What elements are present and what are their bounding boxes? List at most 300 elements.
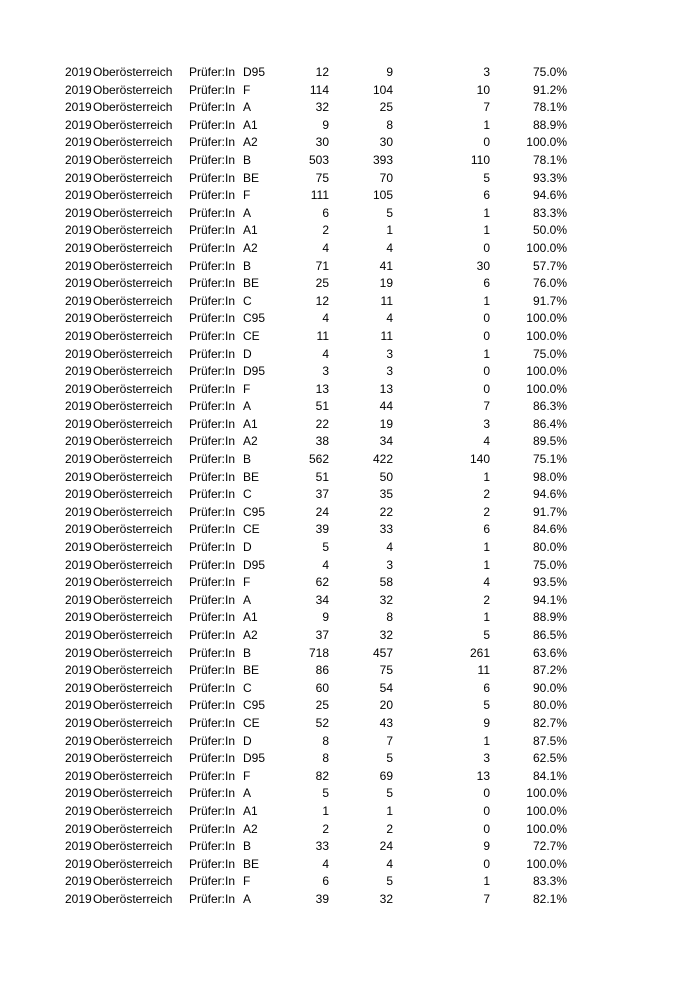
failed-count-cell: 0 xyxy=(483,311,490,326)
year-cell: 2019 xyxy=(65,100,92,115)
total-count-cell: 718 xyxy=(308,645,329,660)
total-count-cell: 51 xyxy=(315,399,329,414)
total-count-cell: 62 xyxy=(315,575,329,590)
region-cell: Oberösterreich xyxy=(93,364,173,379)
role-cell: Prüfer:In xyxy=(189,698,236,713)
pass-rate-cell: 100.0% xyxy=(526,856,567,871)
region-cell: Oberösterreich xyxy=(93,311,173,326)
total-count-cell: 4 xyxy=(322,311,329,326)
year-cell: 2019 xyxy=(65,152,92,167)
pass-rate-cell: 100.0% xyxy=(526,821,567,836)
pass-rate-cell: 94.6% xyxy=(532,487,567,502)
region-cell: Oberösterreich xyxy=(93,698,173,713)
total-count-cell: 34 xyxy=(315,592,329,607)
passed-count-cell: 4 xyxy=(386,540,393,555)
role-cell: Prüfer:In xyxy=(189,504,236,519)
pass-rate-cell: 63.6% xyxy=(532,645,567,660)
licence-class-cell: B xyxy=(243,452,252,467)
total-count-cell: 37 xyxy=(315,628,329,642)
licence-class-cell: BE xyxy=(243,276,260,291)
role-cell: Prüfer:In xyxy=(189,610,236,625)
year-cell: 2019 xyxy=(65,645,92,660)
year-cell: 2019 xyxy=(65,733,92,748)
passed-count-cell: 8 xyxy=(386,610,393,625)
licence-class-cell: D95 xyxy=(243,364,266,379)
role-cell: Prüfer:In xyxy=(189,803,236,818)
failed-count-cell: 1 xyxy=(483,610,490,625)
pass-rate-cell: 57.7% xyxy=(532,258,567,273)
year-cell: 2019 xyxy=(65,504,92,519)
pass-rate-cell: 100.0% xyxy=(526,135,567,150)
region-cell: Oberösterreich xyxy=(93,188,173,203)
licence-class-cell: D xyxy=(243,346,252,361)
licence-class-cell: A xyxy=(243,399,252,414)
year-cell: 2019 xyxy=(65,205,92,220)
role-cell: Prüfer:In xyxy=(189,592,236,607)
year-cell: 2019 xyxy=(65,399,92,414)
failed-count-cell: 0 xyxy=(483,803,490,818)
year-cell: 2019 xyxy=(65,856,92,871)
region-cell: Oberösterreich xyxy=(93,645,173,660)
year-cell: 2019 xyxy=(65,821,92,836)
role-cell: Prüfer:In xyxy=(189,522,236,537)
licence-class-cell: BE xyxy=(243,856,260,871)
licence-class-cell: F xyxy=(243,874,251,889)
pass-rate-cell: 78.1% xyxy=(532,100,567,115)
licence-class-cell: C95 xyxy=(243,698,266,713)
role-cell: Prüfer:In xyxy=(189,399,236,414)
passed-count-cell: 4 xyxy=(386,240,393,255)
failed-count-cell: 5 xyxy=(483,698,490,713)
year-cell: 2019 xyxy=(65,135,92,150)
region-cell: Oberösterreich xyxy=(93,223,173,238)
total-count-cell: 33 xyxy=(315,839,329,854)
year-cell: 2019 xyxy=(65,240,92,255)
passed-count-cell: 32 xyxy=(379,592,393,607)
role-cell: Prüfer:In xyxy=(189,680,236,695)
licence-class-cell: F xyxy=(243,575,251,590)
total-count-cell: 5 xyxy=(322,540,329,555)
year-cell: 2019 xyxy=(65,416,92,431)
failed-count-cell: 2 xyxy=(483,592,490,607)
licence-class-cell: BE xyxy=(243,170,260,185)
pass-rate-cell: 100.0% xyxy=(526,381,567,396)
failed-count-cell: 0 xyxy=(483,135,490,150)
role-cell: Prüfer:In xyxy=(189,100,236,115)
region-cell: Oberösterreich xyxy=(93,786,173,801)
passed-count-cell: 2 xyxy=(386,821,393,836)
total-count-cell: 22 xyxy=(315,416,329,431)
passed-count-cell: 105 xyxy=(372,188,393,203)
pass-rate-cell: 62.5% xyxy=(532,751,567,766)
year-cell: 2019 xyxy=(65,276,92,291)
role-cell: Prüfer:In xyxy=(189,540,236,555)
year-cell: 2019 xyxy=(65,751,92,766)
total-count-cell: 4 xyxy=(322,240,329,255)
pass-rate-cell: 100.0% xyxy=(526,240,567,255)
region-cell: Oberösterreich xyxy=(93,276,173,291)
licence-class-cell: C xyxy=(243,487,252,502)
pass-rate-cell: 86.3% xyxy=(532,399,567,414)
pass-rate-cell: 50.0% xyxy=(532,223,567,238)
licence-class-cell: A xyxy=(243,891,252,906)
pass-rate-cell: 91.7% xyxy=(532,504,567,519)
passed-count-cell: 19 xyxy=(379,276,393,291)
total-count-cell: 1 xyxy=(322,803,329,818)
failed-count-cell: 110 xyxy=(470,152,490,167)
licence-class-cell: D95 xyxy=(243,65,266,79)
year-cell: 2019 xyxy=(65,452,92,467)
pass-rate-cell: 89.5% xyxy=(532,434,567,449)
region-cell: Oberösterreich xyxy=(93,803,173,818)
region-cell: Oberösterreich xyxy=(93,469,173,484)
failed-count-cell: 13 xyxy=(476,768,490,783)
region-cell: Oberösterreich xyxy=(93,733,173,748)
year-cell: 2019 xyxy=(65,223,92,238)
licence-class-cell: D xyxy=(243,733,252,748)
total-count-cell: 114 xyxy=(309,82,329,97)
total-count-cell: 12 xyxy=(315,65,329,79)
total-count-cell: 11 xyxy=(316,328,329,343)
total-count-cell: 111 xyxy=(310,188,329,203)
pass-rate-cell: 87.5% xyxy=(532,733,567,748)
failed-count-cell: 1 xyxy=(483,223,490,238)
passed-count-cell: 75 xyxy=(379,663,393,678)
role-cell: Prüfer:In xyxy=(189,751,236,766)
year-cell: 2019 xyxy=(65,803,92,818)
pass-rate-cell: 98.0% xyxy=(532,469,567,484)
failed-count-cell: 7 xyxy=(483,100,490,115)
failed-count-cell: 4 xyxy=(483,575,490,590)
role-cell: Prüfer:In xyxy=(189,65,236,79)
failed-count-cell: 0 xyxy=(483,821,490,836)
region-cell: Oberösterreich xyxy=(93,258,173,273)
year-cell: 2019 xyxy=(65,786,92,801)
total-count-cell: 2 xyxy=(322,223,329,238)
total-count-cell: 60 xyxy=(315,680,329,695)
licence-class-cell: F xyxy=(243,82,251,97)
pass-rate-cell: 86.5% xyxy=(532,628,567,642)
licence-class-cell: C95 xyxy=(243,504,266,519)
licence-class-cell: D95 xyxy=(243,751,266,766)
licence-class-cell: BE xyxy=(243,469,260,484)
region-cell: Oberösterreich xyxy=(93,100,173,115)
pass-rate-cell: 94.1% xyxy=(532,592,567,607)
licence-class-cell: CE xyxy=(243,328,260,343)
failed-count-cell: 3 xyxy=(483,65,490,79)
total-count-cell: 52 xyxy=(315,715,329,730)
pass-rate-cell: 84.1% xyxy=(532,768,567,783)
passed-count-cell: 3 xyxy=(386,557,393,572)
licence-class-cell: F xyxy=(243,188,251,203)
region-cell: Oberösterreich xyxy=(93,628,173,642)
failed-count-cell: 1 xyxy=(483,117,490,132)
passed-count-cell: 33 xyxy=(379,522,393,537)
total-count-cell: 12 xyxy=(315,293,329,308)
passed-count-cell: 4 xyxy=(386,856,393,871)
region-cell: Oberösterreich xyxy=(93,680,173,695)
passed-count-cell: 19 xyxy=(379,416,393,431)
total-count-cell: 75 xyxy=(315,170,329,185)
region-cell: Oberösterreich xyxy=(93,821,173,836)
passed-count-cell: 35 xyxy=(379,487,393,502)
licence-class-cell: A2 xyxy=(243,240,258,255)
year-cell: 2019 xyxy=(65,768,92,783)
licence-class-cell: A1 xyxy=(243,803,258,818)
pass-rate-cell: 83.3% xyxy=(532,874,567,889)
region-cell: Oberösterreich xyxy=(93,346,173,361)
region-cell: Oberösterreich xyxy=(93,240,173,255)
role-cell: Prüfer:In xyxy=(189,293,236,308)
passed-count-cell: 43 xyxy=(379,715,393,730)
region-cell: Oberösterreich xyxy=(93,557,173,572)
region-cell: Oberösterreich xyxy=(93,592,173,607)
region-cell: Oberösterreich xyxy=(93,504,173,519)
total-count-cell: 25 xyxy=(315,276,329,291)
total-count-cell: 86 xyxy=(315,663,329,678)
region-cell: Oberösterreich xyxy=(93,540,173,555)
year-cell: 2019 xyxy=(65,188,92,203)
passed-count-cell: 70 xyxy=(379,170,393,185)
failed-count-cell: 0 xyxy=(483,381,490,396)
year-cell: 2019 xyxy=(65,487,92,502)
passed-count-cell: 32 xyxy=(379,891,393,906)
pass-rate-cell: 100.0% xyxy=(526,786,567,801)
pass-rate-cell: 93.3% xyxy=(532,170,567,185)
passed-count-cell: 13 xyxy=(379,381,393,396)
failed-count-cell: 6 xyxy=(483,680,490,695)
failed-count-cell: 1 xyxy=(483,293,490,308)
total-count-cell: 5 xyxy=(322,786,329,801)
passed-count-cell: 20 xyxy=(379,698,393,713)
year-cell: 2019 xyxy=(65,293,92,308)
pass-rate-cell: 90.0% xyxy=(532,680,567,695)
licence-class-cell: C95 xyxy=(243,311,266,326)
failed-count-cell: 1 xyxy=(483,469,490,484)
passed-count-cell: 457 xyxy=(372,645,393,660)
failed-count-cell: 3 xyxy=(483,751,490,766)
licence-class-cell: B xyxy=(243,645,252,660)
role-cell: Prüfer:In xyxy=(189,276,236,291)
passed-count-cell: 7 xyxy=(386,733,393,748)
region-cell: Oberösterreich xyxy=(93,663,173,678)
pass-rate-cell: 84.6% xyxy=(532,522,567,537)
passed-count-cell: 1 xyxy=(386,803,393,818)
passed-count-cell: 3 xyxy=(386,364,393,379)
failed-count-cell: 11 xyxy=(477,663,490,678)
role-cell: Prüfer:In xyxy=(189,874,236,889)
region-cell: Oberösterreich xyxy=(93,452,173,467)
failed-count-cell: 7 xyxy=(483,399,490,414)
role-cell: Prüfer:In xyxy=(189,856,236,871)
role-cell: Prüfer:In xyxy=(189,205,236,220)
total-count-cell: 39 xyxy=(315,522,329,537)
passed-count-cell: 9 xyxy=(386,65,393,79)
total-count-cell: 4 xyxy=(322,557,329,572)
year-cell: 2019 xyxy=(65,328,92,343)
role-cell: Prüfer:In xyxy=(189,364,236,379)
licence-class-cell: D xyxy=(243,540,252,555)
role-cell: Prüfer:In xyxy=(189,135,236,150)
year-cell: 2019 xyxy=(65,557,92,572)
total-count-cell: 13 xyxy=(315,381,329,396)
year-cell: 2019 xyxy=(65,170,92,185)
licence-class-cell: A xyxy=(243,786,252,801)
passed-count-cell: 30 xyxy=(379,135,393,150)
licence-class-cell: A1 xyxy=(243,223,258,238)
failed-count-cell: 7 xyxy=(483,891,490,906)
total-count-cell: 6 xyxy=(322,205,329,220)
pass-rate-cell: 100.0% xyxy=(526,364,567,379)
region-cell: Oberösterreich xyxy=(93,152,173,167)
region-cell: Oberösterreich xyxy=(93,487,173,502)
passed-count-cell: 5 xyxy=(386,874,393,889)
role-cell: Prüfer:In xyxy=(189,416,236,431)
year-cell: 2019 xyxy=(65,117,92,132)
pass-rate-cell: 76.0% xyxy=(532,276,567,291)
region-cell: Oberösterreich xyxy=(93,839,173,854)
passed-count-cell: 11 xyxy=(380,293,393,308)
role-cell: Prüfer:In xyxy=(189,557,236,572)
total-count-cell: 562 xyxy=(308,452,329,467)
pass-rate-cell: 91.7% xyxy=(532,293,567,308)
role-cell: Prüfer:In xyxy=(189,645,236,660)
year-cell: 2019 xyxy=(65,364,92,379)
failed-count-cell: 10 xyxy=(476,82,490,97)
region-cell: Oberösterreich xyxy=(93,293,173,308)
passed-count-cell: 422 xyxy=(372,452,393,467)
licence-class-cell: C xyxy=(243,293,252,308)
role-cell: Prüfer:In xyxy=(189,258,236,273)
total-count-cell: 6 xyxy=(322,874,329,889)
year-cell: 2019 xyxy=(65,575,92,590)
failed-count-cell: 0 xyxy=(483,786,490,801)
total-count-cell: 32 xyxy=(315,100,329,115)
pass-rate-cell: 93.5% xyxy=(532,575,567,590)
passed-count-cell: 104 xyxy=(372,82,393,97)
role-cell: Prüfer:In xyxy=(189,117,236,132)
failed-count-cell: 0 xyxy=(483,364,490,379)
year-cell: 2019 xyxy=(65,381,92,396)
total-count-cell: 25 xyxy=(315,698,329,713)
total-count-cell: 4 xyxy=(322,346,329,361)
role-cell: Prüfer:In xyxy=(189,487,236,502)
passed-count-cell: 50 xyxy=(379,469,393,484)
passed-count-cell: 5 xyxy=(386,751,393,766)
passed-count-cell: 393 xyxy=(372,152,393,167)
role-cell: Prüfer:In xyxy=(189,82,236,97)
pass-rate-cell: 75.0% xyxy=(532,557,567,572)
region-cell: Oberösterreich xyxy=(93,891,173,906)
region-cell: Oberösterreich xyxy=(93,65,173,79)
region-cell: Oberösterreich xyxy=(93,575,173,590)
total-count-cell: 38 xyxy=(315,434,329,449)
total-count-cell: 82 xyxy=(315,768,329,783)
failed-count-cell: 1 xyxy=(483,874,490,889)
role-cell: Prüfer:In xyxy=(189,715,236,730)
licence-class-cell: A1 xyxy=(243,117,258,132)
passed-count-cell: 54 xyxy=(379,680,393,695)
pass-rate-cell: 75.0% xyxy=(532,346,567,361)
failed-count-cell: 0 xyxy=(483,240,490,255)
failed-count-cell: 140 xyxy=(469,452,490,467)
pass-rate-cell: 88.9% xyxy=(532,117,567,132)
licence-class-cell: A2 xyxy=(243,434,258,449)
region-cell: Oberösterreich xyxy=(93,381,173,396)
pass-rate-cell: 100.0% xyxy=(526,803,567,818)
licence-class-cell: A2 xyxy=(243,628,258,642)
total-count-cell: 8 xyxy=(322,751,329,766)
passed-count-cell: 24 xyxy=(379,839,393,854)
role-cell: Prüfer:In xyxy=(189,452,236,467)
total-count-cell: 24 xyxy=(315,504,329,519)
role-cell: Prüfer:In xyxy=(189,663,236,678)
region-cell: Oberösterreich xyxy=(93,856,173,871)
passed-count-cell: 22 xyxy=(379,504,393,519)
region-cell: Oberösterreich xyxy=(93,399,173,414)
licence-class-cell: F xyxy=(243,381,251,396)
pass-rate-cell: 75.0% xyxy=(532,65,567,79)
year-cell: 2019 xyxy=(65,698,92,713)
year-cell: 2019 xyxy=(65,610,92,625)
failed-count-cell: 2 xyxy=(483,504,490,519)
pass-rate-cell: 80.0% xyxy=(532,698,567,713)
year-cell: 2019 xyxy=(65,82,92,97)
total-count-cell: 51 xyxy=(315,469,329,484)
year-cell: 2019 xyxy=(65,891,92,906)
role-cell: Prüfer:In xyxy=(189,311,236,326)
region-cell: Oberösterreich xyxy=(93,117,173,132)
passed-count-cell: 8 xyxy=(386,117,393,132)
licence-class-cell: A xyxy=(243,205,252,220)
failed-count-cell: 1 xyxy=(483,346,490,361)
pass-rate-cell: 75.1% xyxy=(532,452,567,467)
passed-count-cell: 11 xyxy=(380,328,393,343)
role-cell: Prüfer:In xyxy=(189,188,236,203)
failed-count-cell: 9 xyxy=(483,715,490,730)
role-cell: Prüfer:In xyxy=(189,628,236,642)
role-cell: Prüfer:In xyxy=(189,733,236,748)
pass-rate-cell: 82.7% xyxy=(532,715,567,730)
failed-count-cell: 261 xyxy=(469,645,490,660)
region-cell: Oberösterreich xyxy=(93,751,173,766)
total-count-cell: 4 xyxy=(322,856,329,871)
pass-rate-cell: 86.4% xyxy=(532,416,567,431)
pass-rate-cell: 88.9% xyxy=(532,610,567,625)
year-cell: 2019 xyxy=(65,522,92,537)
failed-count-cell: 6 xyxy=(483,276,490,291)
region-cell: Oberösterreich xyxy=(93,610,173,625)
passed-count-cell: 34 xyxy=(379,434,393,449)
region-cell: Oberösterreich xyxy=(93,416,173,431)
pass-rate-cell: 80.0% xyxy=(532,540,567,555)
failed-count-cell: 0 xyxy=(483,856,490,871)
region-cell: Oberösterreich xyxy=(93,768,173,783)
total-count-cell: 9 xyxy=(322,117,329,132)
failed-count-cell: 6 xyxy=(483,188,490,203)
pass-rate-cell: 72.7% xyxy=(532,839,567,854)
role-cell: Prüfer:In xyxy=(189,839,236,854)
failed-count-cell: 5 xyxy=(483,628,490,642)
role-cell: Prüfer:In xyxy=(189,328,236,343)
pass-rate-cell: 94.6% xyxy=(532,188,567,203)
failed-count-cell: 30 xyxy=(476,258,490,273)
passed-count-cell: 58 xyxy=(379,575,393,590)
region-cell: Oberösterreich xyxy=(93,522,173,537)
passed-count-cell: 25 xyxy=(379,100,393,115)
failed-count-cell: 0 xyxy=(483,328,490,343)
total-count-cell: 9 xyxy=(322,610,329,625)
